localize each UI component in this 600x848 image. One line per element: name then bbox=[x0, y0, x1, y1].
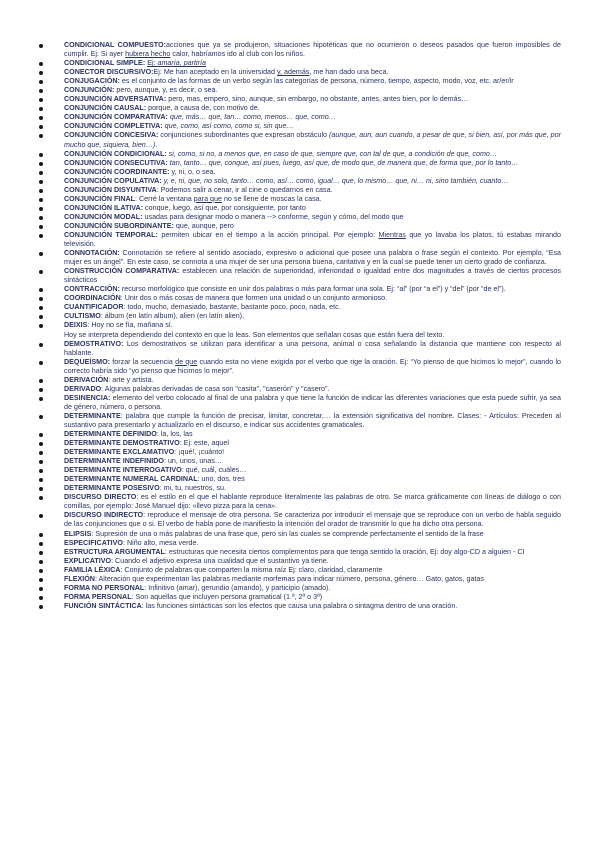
bullet-icon bbox=[39, 297, 43, 301]
entry-definition: y, ni, o, o sea. bbox=[169, 167, 216, 176]
glossary-entry bbox=[39, 484, 561, 493]
glossary-entry bbox=[39, 430, 561, 439]
glossary-entry bbox=[39, 566, 561, 575]
entry-definition: que yo lavaba los platos, tú estabas mirando televisión. bbox=[64, 230, 561, 249]
entry-definition: : ¡qué!, ¡cuánto! bbox=[174, 448, 225, 457]
glossary-entry bbox=[39, 376, 561, 385]
bullet-icon bbox=[39, 134, 43, 138]
bullet-icon bbox=[39, 324, 43, 328]
entry-term: CONJUNCIÓN COMPARATIVA: bbox=[64, 113, 168, 122]
entry-definition: porque, a causa de, con motivo de. bbox=[146, 104, 260, 113]
glossary-entry bbox=[39, 358, 561, 376]
entry-definition: pero, mas, empero, sino, aunque, sin embargo, no obstante, antes, antes bien, por lo demás… bbox=[166, 95, 469, 104]
entry-term: CONJUNCIÓN TEMPORAL: bbox=[64, 230, 158, 239]
bullet-icon bbox=[39, 460, 43, 464]
entry-definition: es el conjunto de las formas de un verbo según las categorías de persona, número, tiempo, aspecto, modo, voz, etc. ar/er/ir bbox=[119, 77, 514, 86]
bullet-icon bbox=[39, 98, 43, 102]
glossary-entry bbox=[39, 159, 561, 168]
entry-definition: : mi, tu, nuestros, su. bbox=[159, 484, 226, 493]
bullet-icon bbox=[39, 514, 43, 518]
bullet-icon bbox=[39, 315, 43, 319]
bullet-icon bbox=[39, 487, 43, 491]
entry-definition: : Supresión de una o más palabras de una frase que, pero sin las cuales se comprende perfectamente el sentido de la frase bbox=[91, 529, 484, 538]
entry-term: DETERMINANTE INTERROGATIVO bbox=[64, 466, 182, 475]
entry-definition: tan, tanto… que, conque, así pues, luego, así que, de modo que, de manera que, de forma que, por lo tanto… bbox=[167, 158, 519, 167]
entry-definition: . bbox=[155, 140, 158, 149]
entry-definition: no se llene de moscas la casa. bbox=[221, 194, 322, 203]
entry-definition: elemento del verbo colocado al final de una palabra y que tiene la función de indicar las diferentes variaciones que esta puede sufrir, ya sea de género, número, o persona. bbox=[64, 393, 561, 411]
entry-definition: : Ej: este, aquel bbox=[179, 439, 229, 448]
entry-term: CONDICIONAL SIMPLE: bbox=[64, 59, 148, 68]
entry-term: CONTRACCIÓN: bbox=[64, 285, 120, 294]
entry-term: CONJUNCIÓN SUBORDINANTE: bbox=[64, 221, 174, 230]
entry-definition: : palabra que cumple la función de precisar, limitar, concretar,… la extensión significativa del nombre. Clases: - Artículos: Preceden al sustantivo para presentarlo y actualizarlo en el discurso, e indicar sus accidentes gramaticales. bbox=[64, 411, 561, 429]
glossary-entry bbox=[39, 548, 561, 557]
glossary-entry bbox=[39, 593, 561, 602]
glossary-entry bbox=[39, 294, 561, 303]
entry-term: DETERMINANTE EXCLAMATIVO bbox=[64, 448, 175, 457]
bullet-icon bbox=[39, 551, 43, 555]
bullet-icon bbox=[39, 71, 43, 75]
bullet-icon bbox=[39, 415, 43, 419]
glossary-entry bbox=[39, 267, 561, 285]
entry-definition: Ej: bbox=[147, 59, 158, 68]
entry-definition: : Podemos salir a cenar, ir al cine o quedarnos en casa. bbox=[156, 185, 333, 194]
entry-definition: : Unir dos o más cosas de manera que formen una unidad o un conjunto armonioso. bbox=[120, 294, 388, 303]
bullet-icon bbox=[39, 107, 43, 111]
entry-term: FAMILIA LÉXICA bbox=[64, 565, 121, 574]
bullet-icon bbox=[39, 397, 43, 401]
entry-definition: : arte y artista. bbox=[108, 375, 154, 384]
bullet-icon bbox=[39, 596, 43, 600]
glossary-entry bbox=[39, 457, 561, 466]
glossary-entry bbox=[39, 557, 561, 566]
bullet-icon bbox=[39, 469, 43, 473]
bullet-icon bbox=[39, 125, 43, 129]
glossary-entry bbox=[39, 394, 561, 412]
glossary-entry bbox=[39, 385, 561, 394]
entry-term: ELIPSIS bbox=[64, 529, 92, 538]
glossary-entry bbox=[39, 41, 561, 59]
entry-definition: : las funciones sintácticas son los efectos que causa una palabra o sintagma dentro de una oración. bbox=[141, 601, 458, 610]
entry-term: CONJUNCIÓN MODAL: bbox=[64, 212, 143, 221]
bullet-icon bbox=[39, 216, 43, 220]
entry-definition: : Cerré la ventana bbox=[135, 194, 194, 203]
entry-definition: : la, los, las bbox=[156, 430, 193, 439]
glossary-entry bbox=[39, 493, 561, 511]
bullet-icon bbox=[39, 496, 43, 500]
entry-term: DEQUEÍSMO: bbox=[64, 357, 111, 366]
bullet-icon bbox=[39, 379, 43, 383]
entry-term: FORMA PERSONAL bbox=[64, 592, 132, 601]
bullet-icon bbox=[39, 533, 43, 537]
entry-term: COORDINACIÓN bbox=[64, 294, 121, 303]
glossary-entry bbox=[39, 285, 561, 294]
entry-definition: de que bbox=[175, 357, 198, 366]
bullet-icon bbox=[39, 306, 43, 310]
entry-term: DETERMINANTE NUMERAL CARDINAL bbox=[64, 475, 198, 484]
entry-term: CONJUNCIÓN ADVERSATIVA: bbox=[64, 95, 167, 104]
entry-definition: para que bbox=[193, 194, 222, 203]
glossary-entry bbox=[39, 186, 561, 195]
bullet-icon bbox=[39, 451, 43, 455]
entry-term: CONJUNCIÓN CONDICIONAL: bbox=[64, 149, 167, 158]
bullet-icon bbox=[39, 189, 43, 193]
glossary-entry bbox=[39, 475, 561, 484]
bullet-icon bbox=[39, 478, 43, 482]
glossary-entry bbox=[39, 340, 561, 358]
entry-term: DISCURSO INDIRECTO bbox=[64, 511, 144, 520]
entry-term: DETERMINANTE INDEFINIDO bbox=[64, 457, 164, 466]
entry-term: DEMOSTRATIVO: bbox=[64, 339, 124, 348]
bullet-icon bbox=[39, 153, 43, 157]
entry-definition: , me han dado una beca. bbox=[309, 68, 389, 77]
entry-definition: : es el estilo en el que el hablante reproduce literalmente las palabras de otro. Se marca gráficamente con líneas de diálogo o con comillas, por ejemplo: José Manuel dijo: «llevo pizza para la cena». bbox=[64, 493, 561, 511]
bullet-icon bbox=[39, 569, 43, 573]
glossary-entry bbox=[39, 530, 561, 539]
entry-definition: y, además bbox=[277, 68, 310, 77]
bullet-icon bbox=[39, 80, 43, 84]
bullet-icon bbox=[39, 442, 43, 446]
glossary-entry bbox=[39, 95, 561, 104]
entry-term: FORMA NO PERSONAL bbox=[64, 583, 145, 592]
entry-term: CONECTOR DISCURSIVO: bbox=[64, 68, 154, 77]
glossary-entry bbox=[39, 602, 561, 611]
glossary-entry bbox=[39, 231, 561, 249]
entry-term: DESINENCIA: bbox=[64, 393, 111, 402]
entry-term: DETERMINANTE DEFINIDO bbox=[64, 430, 157, 439]
entry-term: ESTRUCTURA ARGUMENTAL bbox=[64, 547, 165, 556]
entry-definition: forzar la secuencia bbox=[110, 357, 176, 366]
bullet-icon bbox=[39, 234, 43, 238]
bullet-icon bbox=[39, 343, 43, 347]
glossary-list bbox=[39, 41, 561, 611]
glossary-entry bbox=[39, 448, 561, 457]
bullet-icon bbox=[39, 288, 43, 292]
glossary-entry bbox=[39, 177, 561, 186]
bullet-icon bbox=[39, 207, 43, 211]
entry-definition: Los demostrativos se utilizan para identificar a una persona, animal o cosa señalando la distancia que mantiene con respecto al hablante. bbox=[64, 339, 561, 357]
entry-term: CONJUGACIÓN: bbox=[64, 77, 120, 86]
bullet-icon bbox=[39, 605, 43, 609]
entry-definition: hubiera hecho bbox=[125, 50, 171, 59]
glossary-entry bbox=[39, 539, 561, 548]
bullet-icon bbox=[39, 252, 43, 256]
entry-term: DERIVADO bbox=[64, 384, 102, 393]
glossary-entry bbox=[39, 575, 561, 584]
bullet-icon bbox=[39, 361, 43, 365]
entry-term: CONNOTACIÓN: bbox=[64, 249, 120, 258]
entry-definition: : todo, mucho, demasiado, bastante, bastante poco, poco, nada, etc. bbox=[123, 303, 341, 312]
bullet-icon bbox=[39, 225, 43, 229]
entry-definition: Ej: Me han aceptado en la universidad bbox=[153, 68, 277, 77]
bullet-icon bbox=[39, 388, 43, 392]
entry-term: CONJUNCIÓN COMPLETIVA: bbox=[64, 122, 163, 131]
bullet-icon bbox=[39, 433, 43, 437]
entry-definition: acciones que ya se produjeron, situaciones hipotéticas que no ocurrieron o deseos pasados que fueron imposibles de cumplir. Ej: Si ayer bbox=[64, 41, 561, 59]
bullet-icon bbox=[39, 198, 43, 202]
glossary-entry bbox=[39, 168, 561, 177]
entry-definition: : Cuando el adjetivo expresa una cualidad que el sustantivo ya tiene. bbox=[111, 556, 329, 565]
entry-definition: : Alteración que experimentan las palabras mediante morfemas para indicar número, persona, género… Gato, gatos, gatas bbox=[94, 574, 484, 583]
entry-definition: : Infinitivo (amar), gerundio (amando), y participio (amado). bbox=[144, 583, 331, 592]
entry-definition: que, aunque, pero bbox=[173, 221, 234, 230]
glossary-entry bbox=[39, 150, 561, 159]
entry-term: CONJUNCIÓN DISYUNTIVA bbox=[64, 185, 157, 194]
entry-term: CONJUNCIÓN COORDINANTE: bbox=[64, 167, 170, 176]
glossary-entry bbox=[39, 303, 561, 312]
bullet-icon bbox=[39, 560, 43, 564]
entry-definition: : uno, dos, tres bbox=[197, 475, 245, 484]
entry-definition: : reproduce el mensaje de otra persona. Se caracteriza por introducir el mensaje que se reproduce con un verbo de habla seguido de las conjunciones que o si. El verbo de habla pone de manifiesto la intención del orador de transmitir lo que ha dicho otra persona. bbox=[64, 511, 561, 529]
entry-term: CONJUNCIÓN FINAL bbox=[64, 194, 136, 203]
entry-definition: : Hoy no se fía, mañana sí. bbox=[87, 321, 173, 330]
bullet-icon bbox=[39, 162, 43, 166]
glossary-entry bbox=[39, 86, 561, 95]
entry-definition: recurso morfológico que consiste en unir dos palabras o más para formar una sola. Ej: “al” (por “a el”) y “del” (por “de el”). bbox=[119, 285, 506, 294]
entry-definition: Mientras bbox=[378, 230, 406, 239]
glossary-entry bbox=[39, 249, 561, 267]
glossary-entry bbox=[39, 195, 561, 204]
entry-term: ESPECIFICATIVO bbox=[64, 538, 123, 547]
entry-definition: calor, habríamos ido al club con los niños. bbox=[170, 50, 305, 59]
bullet-icon bbox=[39, 180, 43, 184]
entry-definition: : Conjunto de palabras que comparten la misma raíz Ej: claro, claridad, claramente bbox=[120, 565, 383, 574]
entry-term: FLEXIÓN bbox=[64, 574, 95, 583]
glossary-entry bbox=[39, 59, 561, 68]
entry-definition: : qué, cuál, cuáles… bbox=[181, 466, 247, 475]
entry-term: CULTISMO bbox=[64, 312, 101, 321]
entry-term: DETERMINANTE bbox=[64, 411, 121, 420]
entry-term: EXPLICATIVO bbox=[64, 556, 112, 565]
glossary-entry bbox=[39, 77, 561, 86]
glossary-entry bbox=[39, 204, 561, 213]
glossary-entry bbox=[39, 222, 561, 231]
entry-term: DETERMINANTE DEMOSTRATIVO bbox=[64, 439, 180, 448]
bullet-icon bbox=[39, 542, 43, 546]
glossary-entry bbox=[39, 584, 561, 593]
glossary-entry bbox=[39, 68, 561, 77]
entry-definition: amaría, partiría bbox=[157, 59, 206, 68]
entry-term: DEIXIS bbox=[64, 321, 88, 330]
glossary-entry bbox=[39, 412, 561, 430]
glossary-entry bbox=[39, 321, 561, 330]
entry-definition: que, más… que, tan… como, menos… que, como… bbox=[167, 113, 336, 122]
entry-definition: conque, luego, así que, por consiguiente, por tanto bbox=[143, 203, 306, 212]
entry-term: DETERMINANTE POSESIVO bbox=[64, 484, 160, 493]
entry-definition: establecen una relación de superioridad, inferioridad o igualdad entre dos magnitudes a través de ciertos procesos sintácticos bbox=[64, 267, 562, 285]
entry-term: CUANTIFICADOR bbox=[64, 303, 124, 312]
entry-term: CONSTRUCCIÓN COMPARATIVA: bbox=[64, 267, 180, 276]
entry-definition: que, como, así como, como si, sin que… bbox=[162, 122, 294, 131]
glossary-entry bbox=[39, 131, 561, 149]
entry-definition: (aunque, aun, aun cuando, a pesar de que, si bien, así, por más que, por mucho que, siquiera, bien…) bbox=[64, 131, 561, 149]
entry-definition: : álbum (en latín album), alien (en latín alien), bbox=[100, 312, 245, 321]
entry-definition: si, como, si no, a menos que, en caso de que, siempre que, con tal de que, a condición de que, como… bbox=[166, 149, 498, 158]
entry-term: CONJUNCIÓN CAUSAL: bbox=[64, 104, 147, 113]
entry-term: CONJUNCIÓN CONSECUTIVA: bbox=[64, 158, 168, 167]
entry-definition: cuando esta no viene exigida por el verbo que rige la oración. Ej: “Yo pienso de que hicimos lo mejor”, cuando lo correcto habría sido “yo pienso que hicimos lo mejor”. bbox=[64, 357, 561, 375]
entry-definition: : Algunas palabras derivadas de casa son "casita", "caserón" y "casero". bbox=[101, 384, 330, 393]
entry-term: CONJUNCIÓN ILATIVA: bbox=[64, 203, 144, 212]
entry-definition: : estructuras que necesita ciertos complementos para que tenga sentido la oración, Ej: doy algo-CD a alguien - CI bbox=[164, 547, 525, 556]
entry-definition: usadas para designar modo o manera --> conforme, según y cómo, del modo que bbox=[142, 212, 404, 221]
bullet-icon bbox=[39, 44, 43, 48]
bullet-icon bbox=[39, 62, 43, 66]
entry-definition: pero, aunque, y, es decir, o sea. bbox=[114, 86, 218, 95]
entry-term: CONJUNCIÓN: bbox=[64, 86, 115, 95]
entry-term: CONJUNCIÓN COPULATIVA: bbox=[64, 176, 162, 185]
bullet-icon bbox=[39, 171, 43, 175]
entry-definition: permiten ubicar en el tiempo a la acción principal. Por ejemplo: bbox=[157, 230, 379, 239]
entry-definition: y, e, ni, que, no solo, tanto… como, así… como, igual… que, lo mismo… que, ni… ni, sino también, cuanto… bbox=[161, 176, 509, 185]
bullet-icon bbox=[39, 116, 43, 120]
entry-term: CONDICIONAL COMPUESTO: bbox=[64, 41, 166, 49]
entry-term: DERIVACIÓN bbox=[64, 375, 109, 384]
entry-term: FUNCIÓN SINTÁCTICA bbox=[64, 601, 142, 610]
entry-definition: conjunciones subordinantes que expresan obstáculo bbox=[158, 131, 330, 140]
entry-term: DISCURSO DIRECTO bbox=[64, 493, 137, 502]
bullet-icon bbox=[39, 89, 43, 93]
bullet-icon bbox=[39, 578, 43, 582]
glossary-entry bbox=[39, 466, 561, 475]
continuation-text: Hoy se interpreta dependiendo del contexto en que lo leas. Son elementos que señalan cosas que están fuera del texto. bbox=[64, 330, 445, 339]
entry-definition: : un, unos, unas… bbox=[163, 457, 222, 466]
bullet-icon bbox=[39, 587, 43, 591]
glossary-continuation bbox=[39, 331, 561, 340]
glossary-entry bbox=[39, 312, 561, 321]
entry-definition: : Son aquellas que incluyen persona gramatical (1.ª, 2ª o 3ª) bbox=[131, 592, 323, 601]
glossary-entry bbox=[39, 511, 561, 529]
entry-term: CONJUNCIÓN CONCESIVA: bbox=[64, 131, 159, 140]
entry-definition: : Niño alto, mesa verde. bbox=[122, 538, 199, 547]
bullet-icon bbox=[39, 270, 43, 274]
glossary-entry bbox=[39, 439, 561, 448]
entry-definition: Connotación se refiere al sentido asociado, expresivo o adicional que posee una palabra o frase según el contexto. Por ejemplo, “Esa mujer es un ángel”. En este caso, se connota a una mujer de ser una persona buena, caritativa y en la cual se puede tener un cierto grado de confianza. bbox=[64, 249, 561, 267]
glossary-entry bbox=[39, 213, 561, 222]
